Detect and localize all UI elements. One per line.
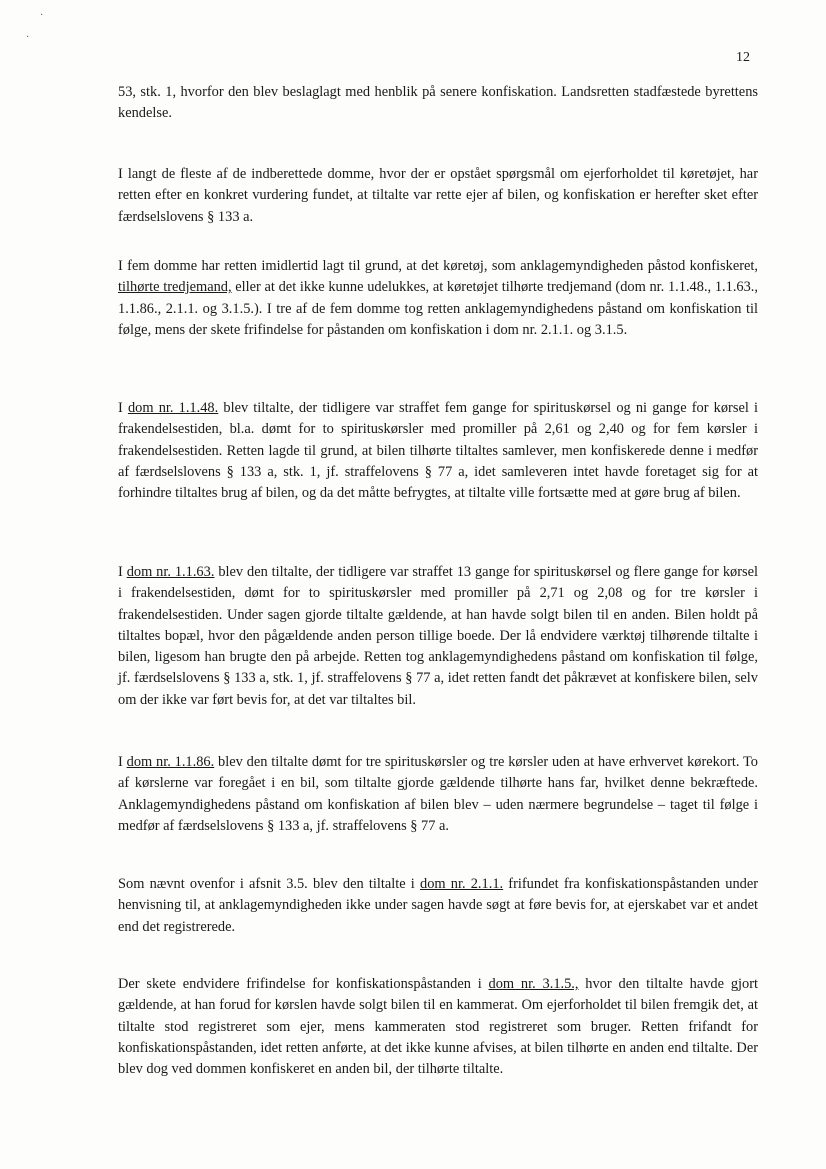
- paragraph-6: [118, 752, 758, 837]
- paragraph-8: [118, 974, 758, 1080]
- text-run: blev den tiltalte, der tidligere var straffet 13 gange for spirituskørsel og flere gange for kørsel i frakendelsestiden, dømt for to spirituskørsler med promiller på 2,71 og 2,08 og for tre kørsler i frakendelsestiden. Under sagen gjorde tiltalte gældende, at han havde solgt bilen til en anden. Bilen holdt på tiltaltes bopæl, hvor den pågældende anden person tillige boede. Der lå endvidere værktøj tilhørende tiltalte i bilen, ligesom han brugte den på arbejde. Retten tog anklagemyndighedens påstand om konfiskation til følge, jf. færdselslovens § 133 a, stk. 1, jf. straffelovens § 77 a, idet retten fandt det påkrævet at konfiskere bilen, selv om der ikke var ført bevis for, at det var tiltaltes bil.: [118, 564, 758, 708]
- text-run: I: [118, 564, 127, 580]
- case-reference: dom nr. 1.1.48.: [127, 400, 219, 416]
- text-run: blev den tiltalte dømt for tre spirituskørsler og tre kørsler uden at have erhvervet kørekort. To af kørslerne var foregået i en bil, som tiltalte gjorde gældende tilhørte hans far, hvilket denne bekræftede. Anklagemyndighedens påstand om konfiskation af bilen blev – uden nærmere begrundelse – taget til følge i medfør af færdselslovens § 133 a, jf. straffelovens § 77 a.: [118, 754, 758, 834]
- text-run: I langt de fleste af de indberettede domme, hvor der er opstået spørgsmål om ejerforholdet til køretøjet, har retten efter en konkret vurdering fundet, at tiltalte var rette ejer af bilen, og konfiskation er herefter sket efter færdselslovens § 133 a.: [118, 166, 758, 225]
- text-run: I: [118, 754, 127, 770]
- case-reference: dom nr. 1.1.63.: [126, 564, 215, 580]
- scan-speck: ·: [40, 10, 44, 21]
- paragraph-4: [118, 398, 758, 504]
- text-run: I: [118, 400, 128, 416]
- text-run: Der skete endvidere frifindelse for konfiskationspåstanden i: [118, 976, 489, 992]
- case-reference: dom nr. 2.1.1.: [420, 876, 504, 892]
- text-run: frifundet fra konfiskationspåstanden under henvisning til, at anklagemyndigheden ikke under sagen havde søgt at føre bevis for, at ejerskabet var et andet end det registrerede.: [118, 876, 759, 935]
- paragraph-7: [118, 874, 758, 938]
- case-reference: tilhørte tredjemand,: [118, 279, 232, 296]
- text-run: 53, stk. 1, hvorfor den blev beslaglagt med henblik på senere konfiskation. Landsretten stadfæstede byrettens kendelse.: [118, 84, 758, 122]
- case-reference: dom nr. 1.1.86.: [126, 754, 215, 770]
- text-run: eller at det ikke kunne udelukkes, at køretøjet tilhørte tredjemand (dom nr. 1.1.48., 1.1.63., 1.1.86., 2.1.1. og 3.1.5.). I tre af de fem domme tog retten anklagemyndighedens påstand om konfiskation til følge, mens der skete frifindelse for påstanden om konfiskation i dom nr. 2.1.1. og 3.1.5.: [118, 279, 759, 338]
- text-run: hvor den tiltalte havde gjort gældende, at han forud for kørslen havde solgt bilen til en kammerat. Om ejerforholdet til bilen fremgik det, at tiltalte stod registreret som ejer, mens kammeraten stod registreret som bruger. Retten frifandt for konfiskationspåstanden, idet retten anførte, at det ikke kunne afvises, at bilen tilhørte en anden end tiltalte. Der blev dog ved dommen konfiskeret en anden bil, der tilhørte tiltalte.: [118, 976, 758, 1078]
- text-run: Som nævnt ovenfor i afsnit 3.5. blev den tiltalte i: [118, 876, 420, 892]
- text-run: blev tiltalte, der tidligere var straffet fem gange for spirituskørsel og ni gange for kørsel i frakendelsestiden, bl.a. dømt for to spirituskørsler med promiller på 2,61 og 2,40 og for fem kørsler i frakendelsestiden. Retten lagde til grund, at bilen tilhørte tiltaltes samlever, men konfiskerede denne i medfør af færdselslovens § 133 a, stk. 1, jf. straffelovens § 77 a, idet samleveren intet havde foretaget sig for at forhindre tiltaltes brug af bilen, og da det måtte befrygtes, at tiltalte ville fortsætte med at gøre brug af bilen.: [118, 400, 758, 502]
- paragraph-1: [118, 82, 758, 125]
- paragraph-3: [118, 256, 758, 341]
- scan-speck: ·: [26, 32, 30, 43]
- paragraph-2: [118, 164, 758, 228]
- text-run: I fem domme har retten imidlertid lagt til grund, at det køretøj, som anklagemyndigheden påstod konfiskeret,: [118, 258, 758, 274]
- page-number: 12: [736, 50, 750, 65]
- paragraph-5: [118, 562, 758, 711]
- case-reference: dom nr. 3.1.5.,: [488, 976, 579, 992]
